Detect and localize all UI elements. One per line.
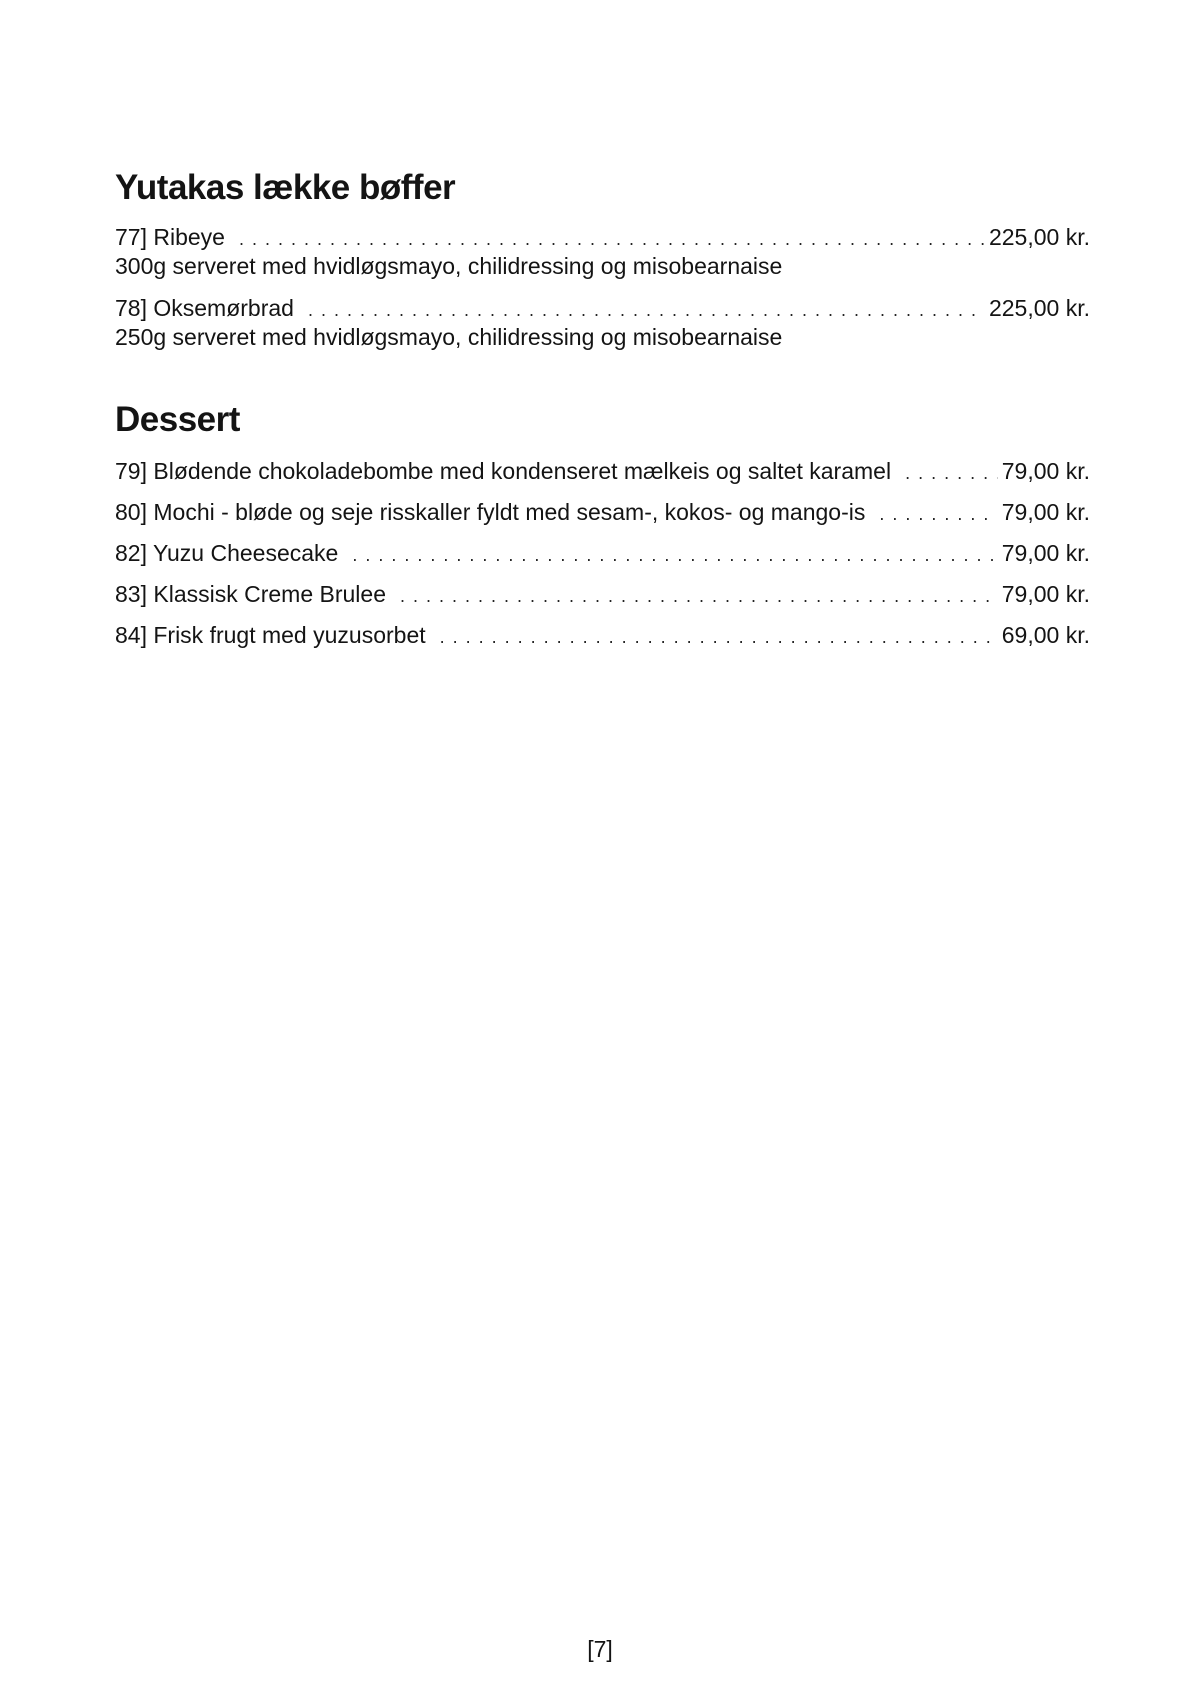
item-name: 84] Frisk frugt med yuzusorbet	[115, 622, 426, 648]
menu-item	[115, 542, 1090, 565]
item-price: 79,00 kr.	[1001, 540, 1090, 566]
item-price: 225,00 kr.	[988, 224, 1090, 250]
item-name: 82] Yuzu Cheesecake	[115, 540, 339, 566]
item-price: 69,00 kr.	[1001, 622, 1090, 648]
item-name: 78] Oksemørbrad	[115, 295, 294, 321]
dot-leader	[352, 546, 997, 564]
item-name: 79] Blødende chokoladebombe med kondenseret mælkeis og saltet karamel	[115, 458, 892, 484]
dot-leader	[905, 464, 998, 482]
menu-item-line	[115, 624, 1090, 647]
menu-item-line	[115, 460, 1090, 483]
section-title-dessert: Dessert	[115, 400, 240, 439]
menu-item	[115, 226, 1090, 278]
dot-leader	[239, 230, 985, 248]
dot-leader	[440, 628, 998, 646]
item-name: 80] Mochi - bløde og seje risskaller fyldt med sesam-, kokos- og mango-is	[115, 499, 866, 525]
dot-leader	[879, 505, 997, 523]
menu-item-line	[115, 583, 1090, 606]
item-name: 83] Klassisk Creme Brulee	[115, 581, 386, 607]
menu-item	[115, 297, 1090, 349]
menu-item-line	[115, 542, 1090, 565]
item-price: 79,00 kr.	[1001, 499, 1090, 525]
item-price: 79,00 kr.	[1001, 581, 1090, 607]
item-name: 77] Ribeye	[115, 224, 225, 250]
dot-leader	[400, 587, 998, 605]
menu-item	[115, 624, 1090, 647]
menu-item	[115, 583, 1090, 606]
menu-item	[115, 460, 1090, 483]
item-description: 300g serveret med hvidløgsmayo, chilidressing og misobearnaise	[115, 253, 783, 279]
page-number: [7]	[587, 1636, 613, 1662]
dot-leader	[308, 301, 985, 319]
menu-item	[115, 501, 1090, 524]
menu-item-line	[115, 226, 1090, 249]
menu-item-line	[115, 297, 1090, 320]
item-price: 225,00 kr.	[988, 295, 1090, 321]
section-title-steaks: Yutakas lække bøffer	[115, 168, 456, 207]
menu-item-line	[115, 501, 1090, 524]
item-description: 250g serveret med hvidløgsmayo, chilidressing og misobearnaise	[115, 324, 783, 350]
item-price: 79,00 kr.	[1001, 458, 1090, 484]
